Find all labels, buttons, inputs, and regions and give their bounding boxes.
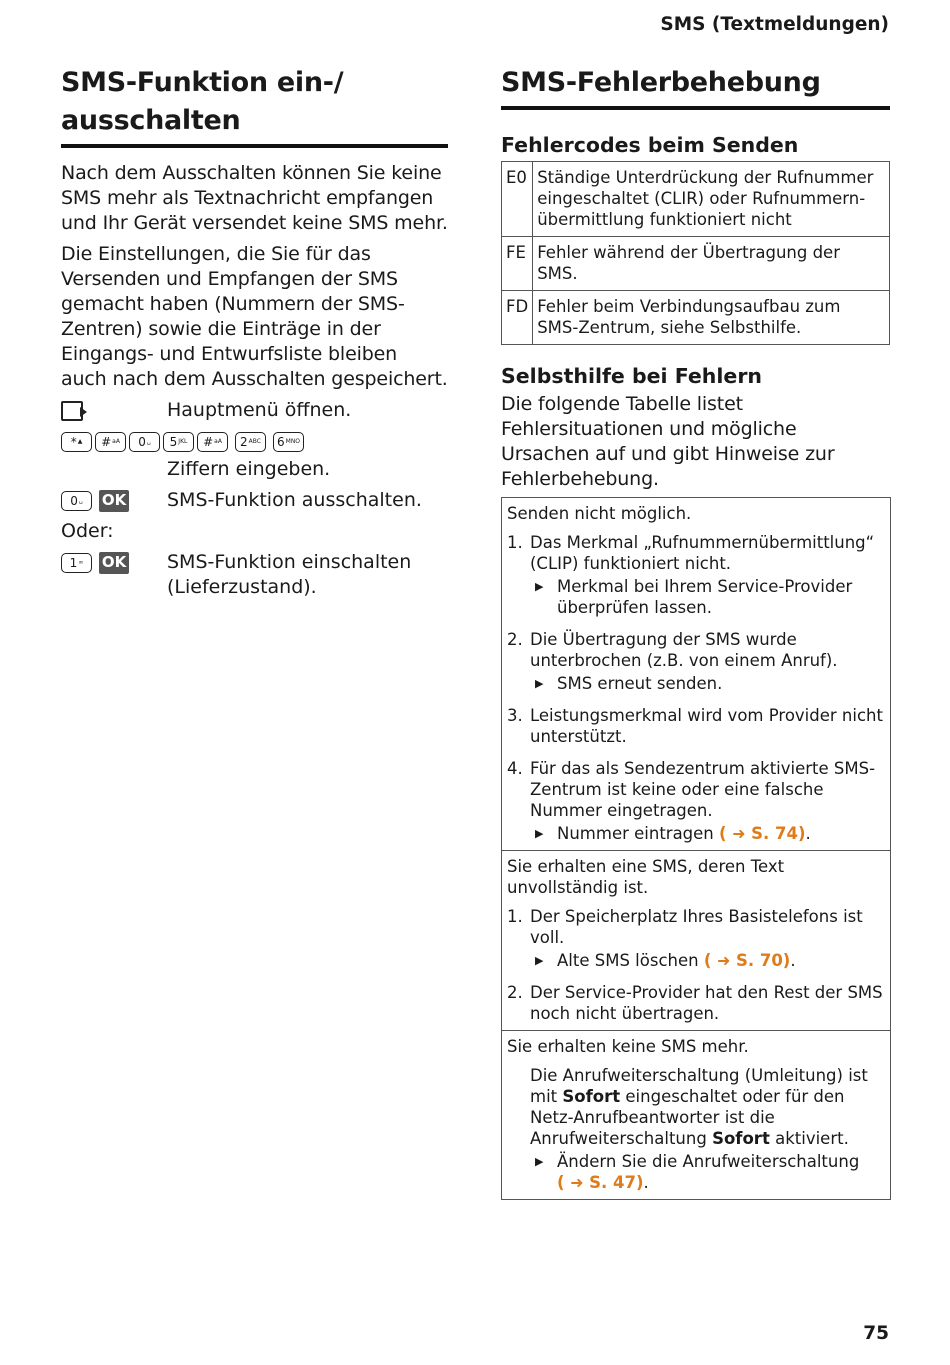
- table-row: [502, 291, 890, 345]
- zero-key-icon: 0 ␣: [129, 432, 160, 452]
- six-key-icon: 6 MNO: [273, 432, 304, 452]
- table-row: [502, 237, 890, 291]
- step-digits: Ziffern eingeben.: [167, 458, 331, 480]
- help-block-head: Sie erhalten keine SMS mehr.: [507, 1037, 749, 1056]
- page-reference-link[interactable]: ( ➜ S. 74): [719, 824, 806, 843]
- arrow-right-icon: ➜: [711, 951, 736, 970]
- list-item: 1. Das Merkmal „Rufnummernübermittlung“ (CLIP) funktioniert nicht. ▶ Merkmal bei Ihrem Service-Provider überprüfen lassen.: [507, 532, 885, 618]
- five-key-icon: 5 JKL: [163, 432, 194, 452]
- right-column: [501, 64, 890, 1200]
- triangle-bullet-icon: ▶: [535, 677, 544, 690]
- left-column: [61, 64, 448, 600]
- arrow-right-icon: ➜: [726, 824, 752, 843]
- error-description: Fehler beim Verbindungsaufbau zum SMS-Zentrum, siehe Selbsthilfe.: [533, 291, 890, 345]
- codes-heading: Fehlercodes beim Senden: [501, 133, 799, 157]
- page-reference-link[interactable]: ( ➜ S. 70): [703, 951, 791, 970]
- list-item: 4. Für das als Sendezentrum aktivierte SMS-Zentrum ist keine oder eine falsche Nummer eingetragen. ▶ Nummer eintragen ( ➜ S. 74).: [507, 758, 885, 844]
- error-codes-table: [501, 161, 890, 345]
- help-block-sending: [502, 498, 890, 850]
- help-table: [501, 497, 891, 1200]
- help-heading: Selbsthilfe bei Fehlern: [501, 364, 763, 388]
- ok-key-icon: OK: [99, 552, 129, 574]
- zero-key-icon: 0 ␣: [61, 491, 92, 511]
- help-block-head: Sie erhalten eine SMS, deren Text unvollständig ist.: [507, 857, 785, 897]
- section-title-sms-onoff: SMS-Funktion ein-/ ausschalten: [61, 64, 448, 148]
- action-step: ▶ Ändern Sie die Anrufweiterschaltung ( ➜ S. 47).: [507, 1151, 885, 1193]
- step-menu-text: Hauptmenü öffnen.: [167, 399, 352, 421]
- triangle-bullet-icon: ▶: [535, 1155, 544, 1168]
- step-off-text: SMS-Funktion ausschalten.: [167, 489, 422, 511]
- error-code: FE: [502, 237, 533, 291]
- star-key-icon: * ▲: [61, 432, 92, 452]
- help-intro: Die folgende Tabelle listet Fehlersituationen und mögliche Ursachen auf und gibt Hinweise zur Fehlerbehebung.: [501, 393, 835, 490]
- list-item: 2. Die Übertragung der SMS wurde unterbrochen (z.B. von einem Anruf). ▶ SMS erneut senden.: [507, 629, 885, 694]
- error-description: Fehler während der Übertragung der SMS.: [533, 237, 890, 291]
- section-title-troubleshooting: SMS-Fehlerbehebung: [501, 64, 890, 110]
- list-item: 1. Der Speicherplatz Ihres Basistelefons ist voll. ▶ Alte SMS löschen ( ➜ S. 70).: [507, 906, 885, 971]
- action-step: ▶ Merkmal bei Ihrem Service-Provider überprüfen lassen.: [530, 576, 885, 618]
- step-sms-off: [61, 488, 448, 513]
- list-item: 2. Der Service-Provider hat den Rest der SMS noch nicht übertragen.: [507, 983, 883, 1023]
- help-block-text: Die Anrufweiterschaltung (Umleitung) ist mit Sofort eingeschaltet oder für den Netz-Anrufbeantworter ist die Anrufweiterschaltung Sofort aktiviert.: [530, 1066, 868, 1148]
- one-key-icon: 1 ∞: [61, 553, 92, 573]
- error-code: E0: [502, 162, 533, 237]
- error-description: Ständige Unterdrückung der Rufnummer eingeschaltet (CLIR) oder Rufnummern-übermittlung funktioniert nicht: [533, 162, 890, 237]
- action-step: ▶ SMS erneut senden.: [530, 673, 885, 694]
- hash-key-icon: # aA: [197, 432, 228, 452]
- paragraph-settings: Die Einstellungen, die Sie für das Versenden und Empfangen der SMS gemacht haben (Nummern der SMS-Zentren) sowie die Einträge in der Eingangs- und Entwurfsliste bleiben auch nach dem Ausschalten gespeichert.: [61, 243, 448, 390]
- ok-key-icon: OK: [99, 490, 129, 512]
- triangle-bullet-icon: ▶: [535, 580, 544, 593]
- help-block-no-sms: [502, 1030, 890, 1199]
- table-row: [502, 162, 890, 237]
- paragraph-intro: Nach dem Ausschalten können Sie keine SMS mehr als Textnachricht empfangen und Ihr Gerät versendet keine SMS mehr.: [61, 162, 448, 234]
- triangle-bullet-icon: ▶: [535, 827, 544, 840]
- hash-key-icon: # aA: [95, 432, 126, 452]
- two-key-icon: 2 ABC: [235, 432, 266, 452]
- error-code: FD: [502, 291, 533, 345]
- action-step: ▶ Alte SMS löschen ( ➜ S. 70).: [530, 950, 885, 971]
- page-reference-link[interactable]: ( ➜ S. 47): [557, 1173, 644, 1192]
- help-block-head: Senden nicht möglich.: [507, 504, 692, 523]
- or-label: Oder:: [61, 520, 114, 542]
- help-block-incomplete: [502, 850, 890, 1030]
- running-head: SMS (Textmeldungen): [660, 14, 889, 35]
- arrow-right-icon: ➜: [564, 1173, 590, 1192]
- key-sequence: [61, 429, 304, 454]
- step-sms-on: [61, 550, 448, 600]
- triangle-bullet-icon: ▶: [535, 954, 544, 967]
- page-number: 75: [863, 1323, 889, 1344]
- menu-key-icon: [61, 401, 83, 421]
- step-key-sequence: [61, 429, 448, 454]
- list-item: 3. Leistungsmerkmal wird vom Provider nicht unterstützt.: [507, 706, 883, 746]
- step-open-menu: [61, 398, 448, 423]
- action-step: ▶ Nummer eintragen ( ➜ S. 74).: [530, 823, 885, 844]
- step-on-text: SMS-Funktion einschalten (Lieferzustand).: [167, 551, 412, 598]
